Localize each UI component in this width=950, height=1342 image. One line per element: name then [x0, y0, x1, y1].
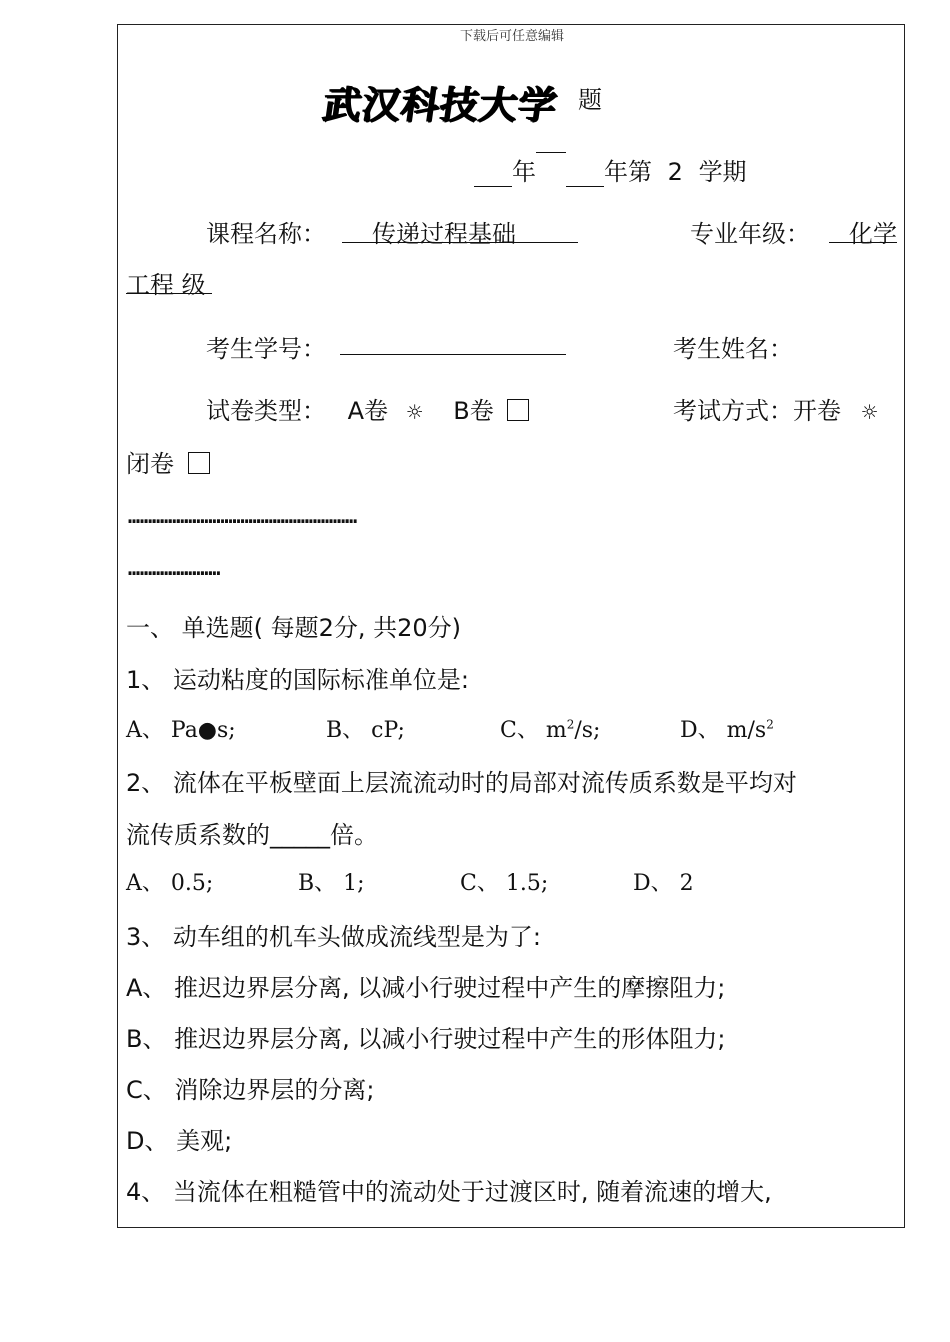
question-3-option-b: B、 推迟边界层分离, 以减小行驶过程中产生的形体阻力; — [126, 1025, 726, 1053]
question-2-option-b: B、 1; — [298, 871, 365, 896]
question-3-option-c: C、 消除边界层的分离; — [126, 1076, 375, 1104]
paper-type-label: 试卷类型： — [206, 397, 326, 425]
question-2-stem-line1: 2、 流体在平板壁面上层流流动时的局部对流传质系数是平均对 — [126, 769, 797, 797]
exam-mode-closed-row — [126, 444, 210, 479]
exam-mode-open-mark: ☼ — [860, 400, 879, 424]
student-id-field — [340, 328, 566, 355]
question-1-option-c-post: /s; — [574, 718, 601, 743]
title-suffix: 题 — [578, 86, 602, 114]
term-line — [474, 152, 747, 187]
question-3-option-d: D、 美观; — [126, 1127, 233, 1155]
exam-mode-open: 开卷 — [793, 397, 841, 425]
course-name-label: 课程名称： — [206, 220, 326, 248]
question-1-stem: 1、 运动粘度的国际标准单位是: — [126, 666, 469, 694]
question-1-option-c-sup: 2 — [566, 717, 575, 732]
year-blank-2 — [566, 162, 604, 187]
question-2-option-a: A、 0.5; — [126, 871, 214, 896]
paper-type-b-checkbox — [507, 399, 529, 421]
student-name-label: 考生姓名： — [673, 335, 793, 363]
question-1-option-c — [500, 713, 600, 744]
separator-line-1: ………………………………………………………………………… — [128, 504, 354, 528]
course-name-value: 传递过程基础 — [372, 220, 516, 248]
question-1-option-d — [680, 713, 774, 744]
paper-type-a-mark: ☼ — [405, 400, 424, 424]
question-1-option-b: B、 cP; — [326, 718, 405, 743]
student-id-label: 考生学号： — [206, 335, 326, 363]
major-label: 专业年级： — [690, 220, 810, 248]
question-4-stem: 4、 当流体在粗糙管中的流动处于过渡区时, 随着流速的增大, — [126, 1178, 772, 1206]
question-3-stem: 3、 动车组的机车头做成流线型是为了: — [126, 923, 541, 951]
major-value-line2: 工程 级 — [126, 265, 212, 294]
exam-mode-closed: 闭卷 — [126, 450, 174, 478]
year-blank-1 — [474, 162, 512, 187]
question-1-option-d-sup: 2 — [766, 717, 774, 732]
major-value-line1: 化学 — [829, 214, 897, 243]
question-2-option-c: C、 1.5; — [460, 871, 549, 896]
exam-mode-label: 考试方式： — [673, 397, 793, 425]
university-logo: 武汉科技大学 — [320, 82, 561, 127]
question-1-option-d-pre: D、 m/s — [680, 718, 767, 743]
course-name-field — [342, 214, 578, 248]
term-number: 2 — [667, 158, 683, 186]
question-1-option-a: A、 Pa●s; — [126, 718, 236, 743]
paper-type-b: B卷 — [453, 397, 494, 425]
term-suffix: 学期 — [698, 158, 747, 186]
question-2-stem-line2: 流传质系数的_____倍。 — [126, 821, 378, 849]
year-dash — [536, 152, 566, 167]
paper-type-a: A卷 — [347, 397, 389, 425]
question-3-option-a: A、 推迟边界层分离, 以减小行驶过程中产生的摩擦阻力; — [126, 974, 726, 1002]
question-1-option-c-pre: C、 m — [500, 718, 567, 743]
exam-mode-closed-checkbox — [188, 452, 210, 474]
separator-line-2: …………………………… — [128, 556, 217, 580]
exam-mode-row — [673, 391, 879, 426]
header-note: 下载后可任意编辑 — [459, 29, 564, 44]
year-label-2: 年第 — [604, 158, 652, 186]
section-title: 一、 单选题( 每题2分, 共20分) — [126, 614, 462, 642]
question-2-option-d: D、 2 — [633, 871, 694, 896]
paper-type-row — [206, 391, 529, 426]
year-label-1: 年 — [512, 158, 536, 186]
